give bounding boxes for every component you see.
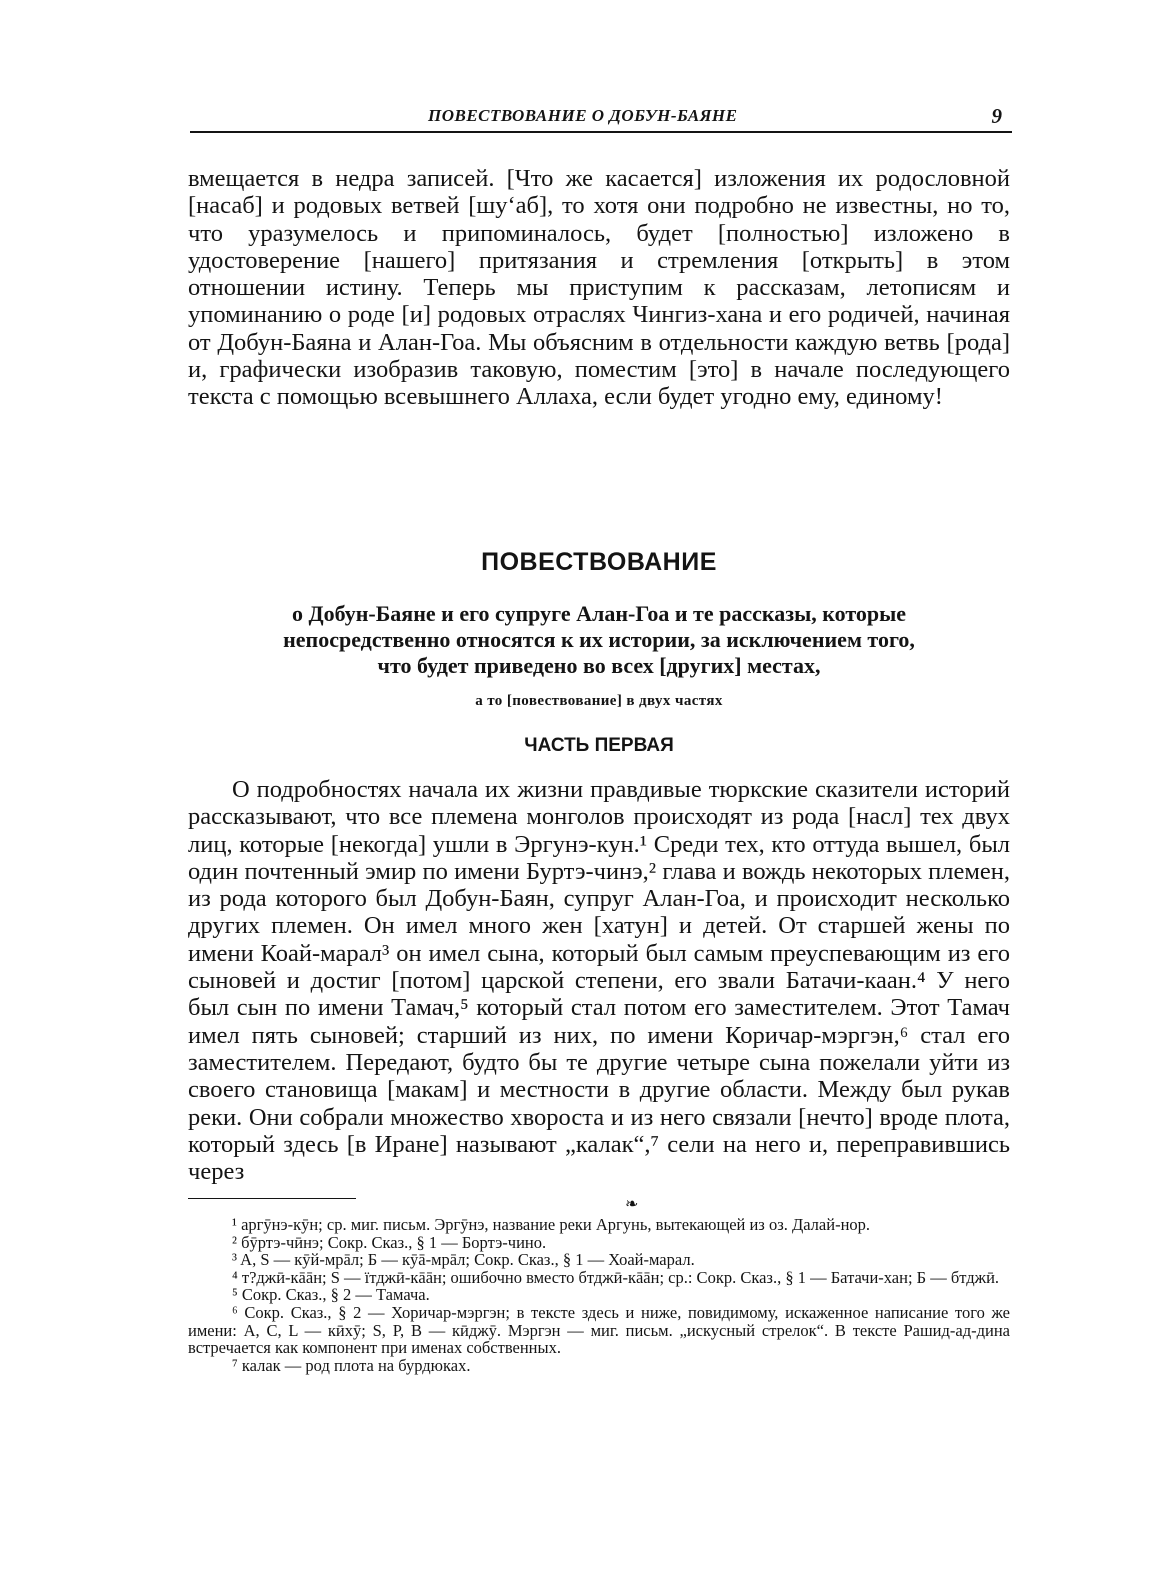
intro-paragraph: вмещается в недра записей. [Что же касается] изложения их родословной [насаб] и родовых ветвей [шу‘аб], то хотя они подробно не известны, но то, что уразумелось и припоминалось, будет [полностью] изложено в удостоверение [нашего] притязания и стремления [открыть] в этом отношении истину. Теперь мы приступим к рассказам, летописям и упоминанию о роде [и] родовых отраслях Чингиз-хана и его родичей, начиная от Добун-Баяна и Алан-Гоа. Мы объясним в отдельности каждую ветвь [рода] и, графически изобразив таковую, поместим [это] в начале последующего текста с помощью всевышнего Аллаха, если будет угодно ему, единому! xyxy=(188,165,1010,411)
footnotes xyxy=(188,1216,1010,1374)
page-number: 9 xyxy=(991,104,1002,128)
subheading-line: непосредственно относятся к их истории, за исключением того, xyxy=(283,627,915,652)
footnote: ⁷ калак — род плота на бурдюках. xyxy=(232,1355,471,1375)
section-subheading xyxy=(188,601,1010,679)
footnote-rule xyxy=(188,1198,356,1199)
subheading-line: о Добун-Баяне и его супруге Алан-Гоа и те рассказы, которые xyxy=(291,601,907,626)
part-one-paragraph: О подробностях начала их жизни правдивые тюркские сказители историй рассказывают, что все племена монголов происходят из рода [насл] тех двух лиц, которые [некогда] ушли в Эргунэ-кун.¹ Среди тех, кто оттуда вышел, был один почтенный эмир по имени Буртэ-чинэ,² глава и вождь некоторых племен, из рода которого был Добун-Баян, супруг Алан-Гоа, и происходит несколько других племен. Он имел много жен [хатун] и детей. От старшей жены по имени Коай-марал³ он имел сына, который был самым преуспевающим из его сыновей и достиг [потом] царской степени, его звали Батачи-каан.⁴ У него был сын по имени Тамач,⁵ который стал потом его заместителем. Этот Тамач имел пять сыновей; старший из них, по имени Коричар-мэргэн,⁶ стал его заместителем. Передают, будто бы те другие четыре сына пожелали уйти из своего становища [макам] и местности в другие области. Между был рукав реки. Они собрали множество хвороста и из него связали [нечто] вроде плота, который здесь [в Иране] называют „калак“,⁷ сели на него и, переправившись через xyxy=(188,776,1010,1186)
header-rule xyxy=(190,131,1012,133)
running-head-title: ПОВЕСТВОВАНИЕ О ДОБУН-БАЯНЕ xyxy=(428,106,738,125)
ink-mark: ❧ xyxy=(625,1196,639,1213)
footnote: ⁵ Сокр. Сказ., § 2 — Тамача. xyxy=(232,1285,430,1305)
footnote: ¹ аргӯнэ-кӯн; ср. миг. письм. Эргӯнэ, название реки Аргунь, вытекающей из оз. Далай-нор. xyxy=(232,1215,871,1234)
section-subheading-small: а то [повествование] в двух частях xyxy=(475,693,723,709)
subheading-line: что будет приведено во всех [других] местах, xyxy=(377,653,821,678)
footnote: ⁴ т?джӣ-кāāн; S — їтджӣ-кāāн; ошибочно вместо бтджӣ-кāāн; ср.: Сокр. Сказ., § 1 — Батачи-хан; Б — бтджӣ. xyxy=(232,1267,1000,1287)
part-title: ЧАСТЬ ПЕРВАЯ xyxy=(524,735,674,756)
running-head xyxy=(190,104,1010,130)
footnote: ² бӯртэ-чӣнэ; Сокр. Сказ., § 1 — Бортэ-чино. xyxy=(232,1232,547,1252)
section-heading: ПОВЕСТВОВАНИЕ xyxy=(481,548,717,576)
footnote: ³ A, S — кӯй-мрāл; Б — кӯā-мрāл; Сокр. Сказ., § 1 — Хоай-марал. xyxy=(232,1250,695,1270)
footnote: ⁶ Сокр. Сказ., § 2 — Хоричар-мэргэн; в тексте здесь и ниже, повидимому, искаженное написание того же имени: A, C, L — кӣхӯ; S, P, B — кӣджӯ. Мэргэн — миг. письм. „искусный стрелок“. В тексте Рашид-ад-дина встречается как компонент при именах собственных. xyxy=(188,1302,1010,1358)
